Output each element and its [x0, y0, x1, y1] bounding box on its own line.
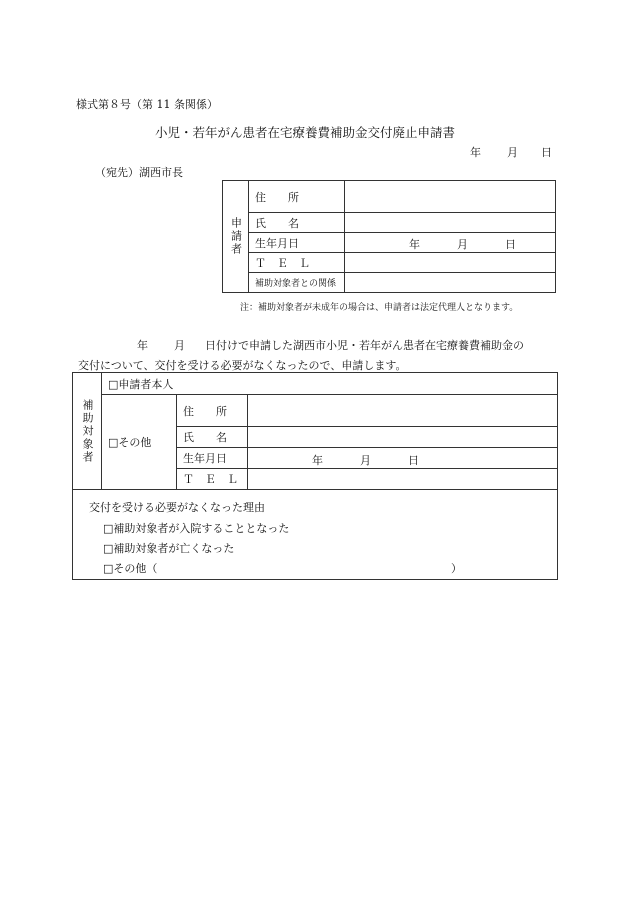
- applicant-address-field[interactable]: [345, 181, 556, 213]
- reason-deceased-checkbox[interactable]: □補助対象者が亡くなった: [103, 542, 235, 555]
- body-month: 月: [174, 339, 185, 352]
- body-year: 年: [137, 339, 148, 352]
- date-year: 年: [470, 146, 481, 159]
- applicant-address-label: 住 所: [249, 181, 345, 213]
- target-address-label: 住 所: [177, 395, 248, 427]
- target-birth-year: 年: [312, 454, 323, 467]
- reason-other-checkbox[interactable]: □その他（: [103, 562, 158, 575]
- target-birthdate-field[interactable]: [248, 448, 558, 469]
- form-number: 様式第８号（第 11 条関係）: [76, 98, 218, 111]
- applicant-name-field[interactable]: [345, 213, 556, 233]
- date-month: 月: [507, 146, 518, 159]
- target-birth-month: 月: [360, 454, 371, 467]
- addressee: （宛先）湖西市長: [95, 166, 183, 179]
- target-birth-day: 日: [408, 454, 419, 467]
- reason-other-close-paren: ）: [451, 562, 462, 575]
- body-line2: 交付について、交付を受ける必要がなくなったので、申請します。: [78, 359, 407, 372]
- applicant-birthdate-label: 生年月日: [249, 233, 345, 253]
- applicant-name-label: 氏 名: [249, 213, 345, 233]
- applicant-table: [222, 180, 556, 293]
- applicant-relation-label: 補助対象者との関係: [249, 273, 345, 293]
- date-day: 日: [541, 146, 552, 159]
- reason-box: [73, 490, 558, 580]
- target-name-field[interactable]: [248, 427, 558, 448]
- reason-heading: 交付を受ける必要がなくなった理由: [89, 501, 265, 514]
- body-line1: 日付けで申請した湖西市小児・若年がん患者在宅療養費補助金の: [205, 339, 524, 352]
- applicant-section-label: 申請者: [223, 181, 249, 293]
- page-title: 小児・若年がん患者在宅療養費補助金交付廃止申請書: [155, 125, 456, 140]
- option-applicant-self-checkbox[interactable]: □申請者本人: [102, 373, 558, 395]
- target-tel-label: Ｔ Ｅ Ｌ: [177, 469, 248, 490]
- target-section-label: 補助対象者: [73, 373, 102, 490]
- applicant-birth-day: 日: [505, 238, 516, 251]
- applicant-birth-year: 年: [409, 238, 420, 251]
- target-birthdate-label: 生年月日: [177, 448, 248, 469]
- target-name-label: 氏 名: [177, 427, 248, 448]
- target-tel-field[interactable]: [248, 469, 558, 490]
- option-other-checkbox[interactable]: □その他: [102, 395, 177, 490]
- target-table: [72, 372, 558, 580]
- applicant-tel-field[interactable]: [345, 253, 556, 273]
- target-address-field[interactable]: [248, 395, 558, 427]
- applicant-tel-label: Ｔ Ｅ Ｌ: [249, 253, 345, 273]
- reason-hospitalized-checkbox[interactable]: □補助対象者が入院することとなった: [103, 522, 290, 535]
- applicant-note: 注：補助対象者が未成年の場合は、申請者は法定代理人となります。: [240, 303, 519, 313]
- applicant-birth-month: 月: [457, 238, 468, 251]
- applicant-relation-field[interactable]: [345, 273, 556, 293]
- applicant-birthdate-field[interactable]: [345, 233, 556, 253]
